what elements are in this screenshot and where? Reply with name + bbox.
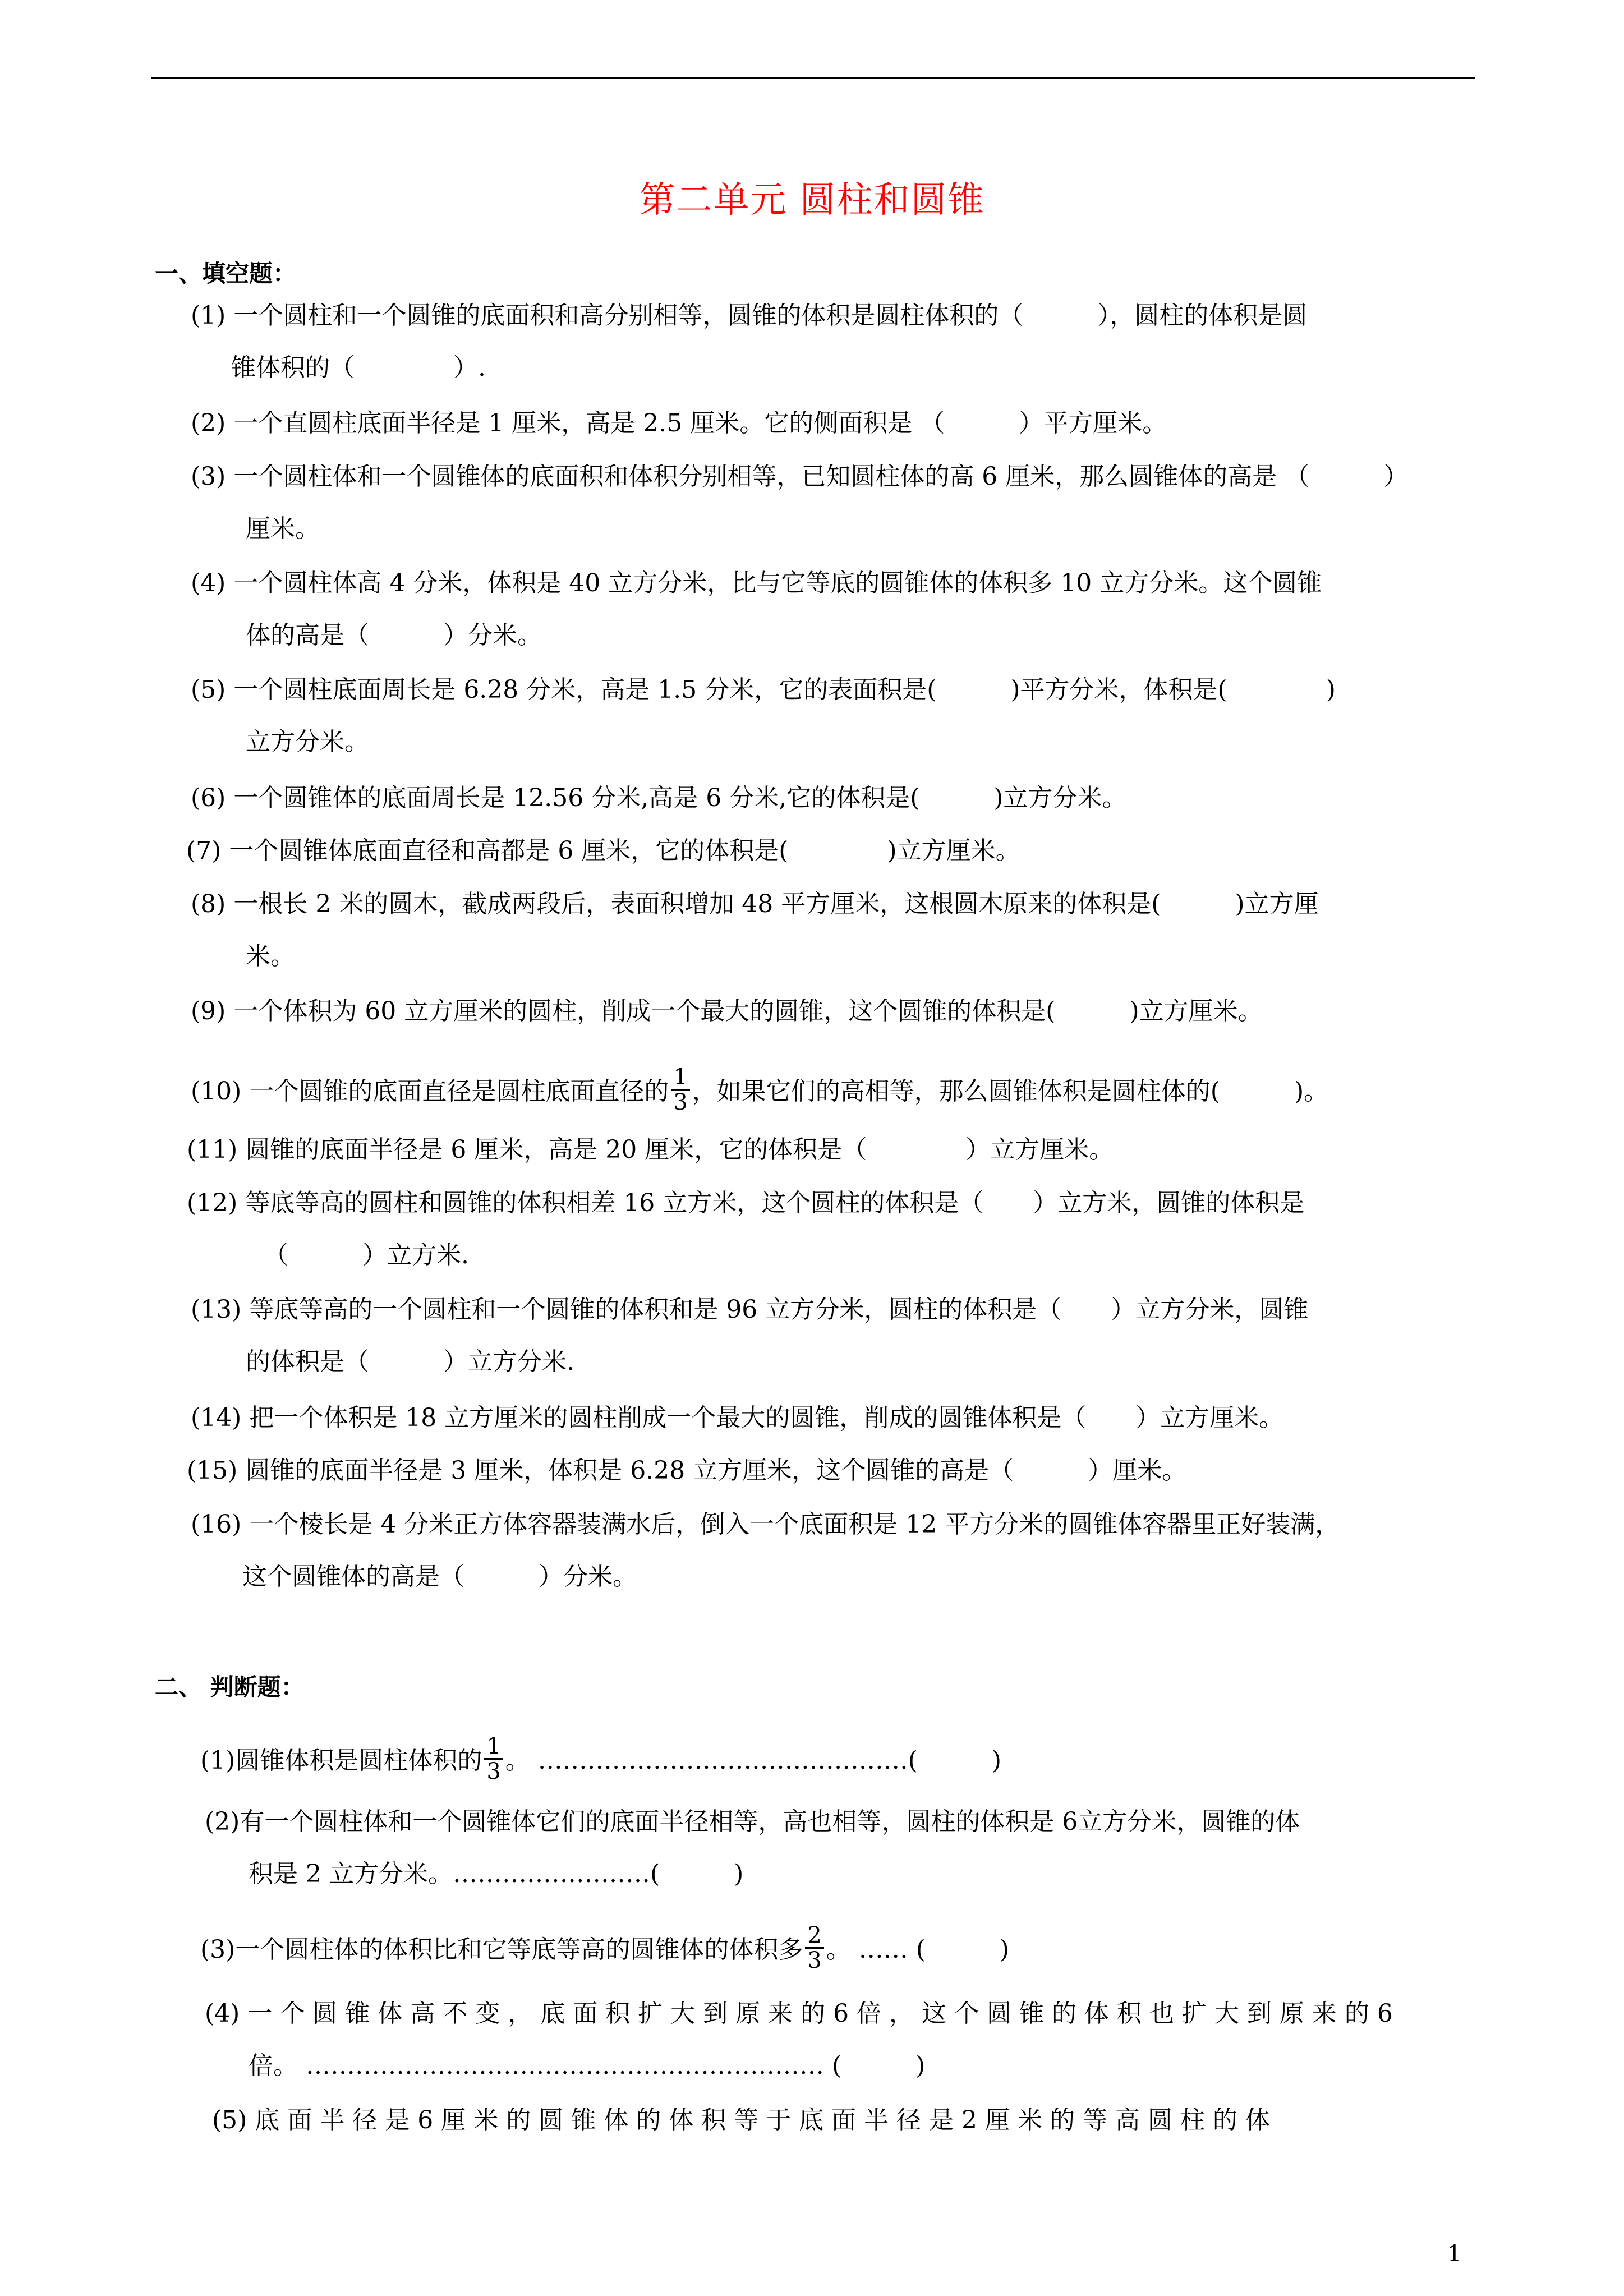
question-text: 等底等高的一个圆柱和一个圆锥的体积和是 96 立方分米，圆柱的体积是（ ）立方分米，圆锥 <box>249 1295 1309 1324</box>
fill-question-14 <box>191 1404 1283 1432</box>
fraction <box>805 1924 823 1972</box>
question-number: (10) <box>191 1077 242 1106</box>
judge-question-4 <box>205 2000 1467 2028</box>
fill-question-13 <box>191 1296 1308 1324</box>
fraction-denominator: 3 <box>486 1759 501 1784</box>
fill-question-10 <box>191 1064 1329 1117</box>
question-number: (14) <box>191 1404 242 1432</box>
question-number: (9) <box>191 997 226 1025</box>
page-number: 1 <box>1447 2241 1462 2267</box>
question-text: 等底等高的圆柱和圆锥的体积相差 16 立方米，这个圆柱的体积是（ ）立方米，圆锥的体积是 <box>245 1189 1305 1217</box>
question-text: 一个圆柱和一个圆锥的底面积和高分别相等，圆锥的体积是圆柱体积的（ ），圆柱的体积是圆 <box>233 301 1308 330</box>
judge-question-2-continuation: 积是 2 立方分米。……………………( ) <box>249 1860 744 1888</box>
question-number: (8) <box>191 890 226 918</box>
question-number: (2) <box>205 1807 240 1836</box>
question-text-before: 一个圆柱体的体积比和它等底等高的圆锥体的体积多 <box>235 1935 803 1964</box>
question-number: (4) <box>191 569 226 597</box>
fraction-denominator: 3 <box>673 1089 688 1115</box>
fill-question-15 <box>187 1457 1186 1485</box>
fill-question-8-continuation: 米。 <box>246 942 295 970</box>
fill-question-1 <box>191 302 1307 330</box>
fill-question-16-continuation: 这个圆锥体的高是（ ）分米。 <box>242 1562 637 1591</box>
question-number: (4) <box>205 1999 240 2028</box>
fill-question-7 <box>186 837 1020 865</box>
question-number: (5) <box>191 675 226 704</box>
fill-question-6 <box>191 784 1127 812</box>
question-text: 圆锥的底面半径是 3 厘米，体积是 6.28 立方厘米，这个圆锥的高是（ ）厘米。 <box>245 1456 1187 1485</box>
question-number: (1) <box>191 301 226 330</box>
question-number: (15) <box>187 1456 238 1485</box>
fill-question-8 <box>191 890 1319 918</box>
fill-question-5 <box>191 676 1336 704</box>
page-title: 第二单元 圆柱和圆锥 <box>639 180 985 221</box>
question-text-before: 一个圆锥的底面直径是圆柱底面直径的 <box>249 1077 669 1106</box>
fill-question-9 <box>191 997 1263 1025</box>
question-text: 一个圆锥体底面直径和高都是 6 厘米，它的体积是( )立方厘米。 <box>229 836 1020 865</box>
fill-question-12-continuation: （ ）立方米. <box>264 1241 469 1269</box>
judge-question-4-continuation: 倍。 ……………………………………………………… ( ) <box>249 2051 926 2080</box>
header-rule <box>151 77 1475 79</box>
fraction-denominator: 3 <box>807 1948 822 1973</box>
judge-question-1 <box>200 1733 1002 1787</box>
question-number: (7) <box>186 836 222 865</box>
fill-question-12 <box>187 1189 1304 1217</box>
question-text-before: 圆锥体积是圆柱体积的 <box>235 1746 482 1775</box>
fraction-numerator: 1 <box>484 1734 503 1760</box>
question-text: 一个圆锥体的底面周长是 12.56 分米,高是 6 分米,它的体积是( )立方分米。 <box>233 784 1127 812</box>
fraction-numerator: 1 <box>671 1065 689 1091</box>
question-number: (3) <box>200 1935 236 1964</box>
question-text: 一 个 圆 锥 体 高 不 变 ， 底 面 积 扩 大 到 原 来 的 6 倍 ， 这 个 圆 锥 的 体 积 也 扩 大 到 原 来 的 6 <box>247 1999 1393 2028</box>
question-text: 一根长 2 米的圆木，截成两段后，表面积增加 48 平方厘米，这根圆木原来的体积是( )立方厘 <box>233 890 1319 918</box>
section-heading-fill: 一、填空题： <box>155 260 297 287</box>
judge-question-5 <box>212 2106 1270 2134</box>
fill-question-5-continuation: 立方分米。 <box>246 728 369 756</box>
question-text: 一个体积为 60 立方厘米的圆柱，削成一个最大的圆锥，这个圆锥的体积是( )立方厘米。 <box>233 997 1263 1025</box>
question-text-after: ，如果它们的高相等，那么圆锥体积是圆柱体的( )。 <box>692 1077 1329 1106</box>
question-text-after: 。 …… ( ) <box>826 1935 1010 1964</box>
question-text: 一个圆柱底面周长是 6.28 分米，高是 1.5 分米，它的表面积是( )平方分米，体积是( ) <box>233 675 1336 704</box>
question-number: (2) <box>191 409 226 438</box>
fill-question-3 <box>191 463 1408 491</box>
fraction <box>484 1734 503 1783</box>
question-number: (5) <box>212 2106 247 2134</box>
question-number: (6) <box>191 784 226 812</box>
question-number: (1) <box>200 1746 236 1775</box>
question-number: (16) <box>191 1510 242 1539</box>
question-number: (3) <box>191 462 226 491</box>
judge-question-3 <box>200 1922 1010 1976</box>
question-text: 一个圆柱体高 4 分米，体积是 40 立方分米，比与它等底的圆锥体的体积多 10 立方分米。这个圆锥 <box>233 569 1322 597</box>
section-heading-judge: 二、 判断题： <box>155 1673 305 1701</box>
question-text: 一个直圆柱底面半径是 1 厘米，高是 2.5 厘米。它的侧面积是 （ ）平方厘米。 <box>233 409 1167 438</box>
fill-question-16 <box>191 1511 1340 1539</box>
fill-question-11 <box>187 1136 1114 1164</box>
question-number: (11) <box>187 1135 238 1164</box>
fill-question-4-continuation: 体的高是（ ）分米。 <box>246 621 542 650</box>
question-text: 底 面 半 径 是 6 厘 米 的 圆 锥 体 的 体 积 等 于 底 面 半 径 是 2 厘 米 的 等 高 圆 柱 的 体 <box>255 2106 1270 2134</box>
fill-question-1-continuation: 锥体积的（ ）. <box>231 353 486 382</box>
fill-question-2 <box>191 409 1167 438</box>
fill-question-4 <box>191 569 1322 597</box>
question-text-after: 。 ………………………………………( ) <box>505 1746 1002 1775</box>
question-text: 圆锥的底面半径是 6 厘米，高是 20 厘米，它的体积是（ ）立方厘米。 <box>245 1135 1114 1164</box>
question-text: 把一个体积是 18 立方厘米的圆柱削成一个最大的圆锥，削成的圆锥体积是（ ）立方厘米。 <box>249 1404 1284 1432</box>
question-text: 一个圆柱体和一个圆锥体的底面积和体积分别相等，已知圆柱体的高 6 厘米，那么圆锥体的高是 （ ） <box>233 462 1409 491</box>
judge-question-2 <box>205 1808 1300 1836</box>
question-number: (12) <box>187 1189 238 1217</box>
question-number: (13) <box>191 1295 242 1324</box>
question-text: 有一个圆柱体和一个圆锥体它们的底面半径相等，高也相等，圆柱的体积是 6立方分米，圆锥的体 <box>240 1807 1300 1836</box>
question-text: 一个棱长是 4 分米正方体容器装满水后，倒入一个底面积是 12 平方分米的圆锥体容器里正好装满， <box>249 1510 1340 1539</box>
fraction <box>671 1065 689 1114</box>
fill-question-3-continuation: 厘米。 <box>246 514 320 543</box>
fraction-numerator: 2 <box>805 1924 823 1949</box>
fill-question-13-continuation: 的体积是（ ）立方分米. <box>246 1347 574 1376</box>
